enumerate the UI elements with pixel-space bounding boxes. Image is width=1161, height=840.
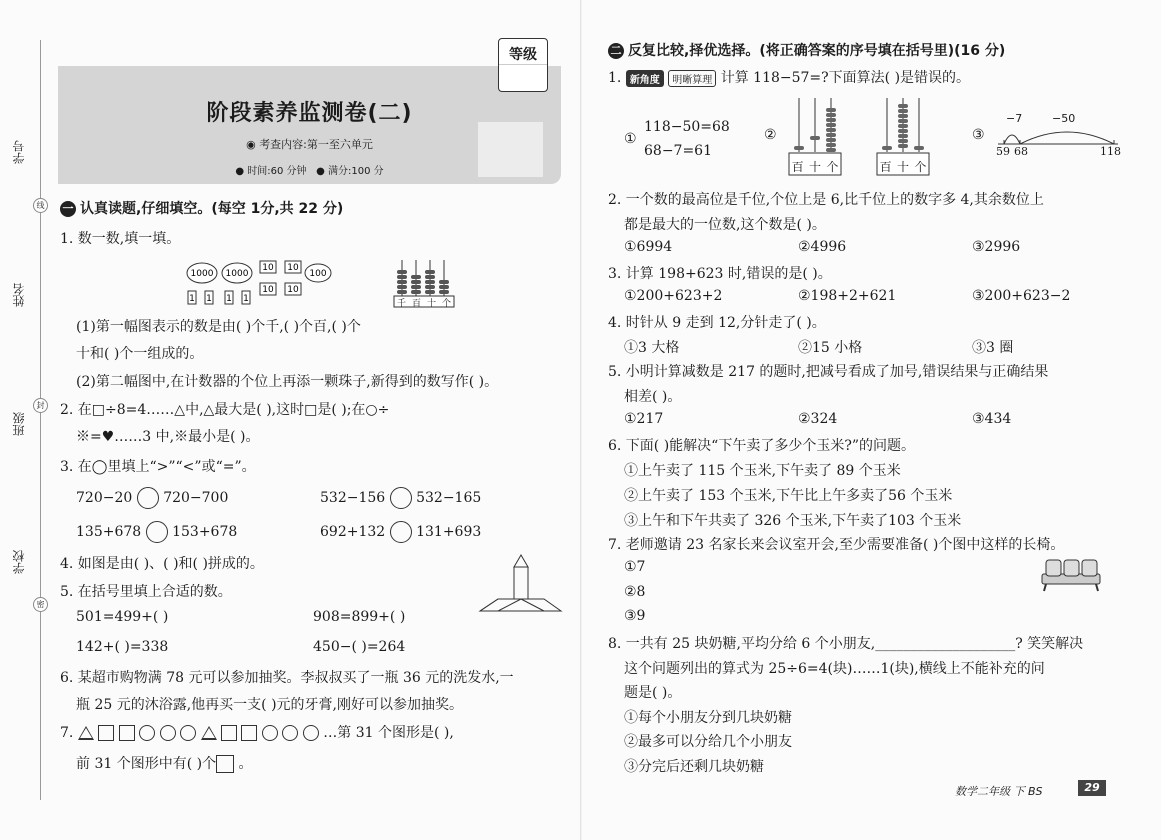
choice-option[interactable]: ②8: [624, 584, 646, 600]
svg-text:1: 1: [189, 294, 195, 304]
svg-text:10: 10: [287, 263, 299, 273]
new-angle-badge: 新角度: [626, 70, 664, 87]
compare-circle[interactable]: [137, 487, 159, 509]
compare-circle[interactable]: [390, 521, 412, 543]
q1-line2: 十和( )个一组成的。: [76, 346, 204, 362]
class-label: 班级: [12, 412, 26, 436]
circle-shape: [303, 725, 319, 741]
svg-text:100: 100: [309, 269, 327, 279]
q5-item: 908=899+( ): [313, 609, 406, 625]
choice-option[interactable]: ②最多可以分给几个小朋友: [624, 734, 792, 750]
place-one: 个: [826, 160, 839, 174]
compare-item: [76, 487, 228, 509]
seal-mark: 密: [33, 597, 48, 612]
r1-number: 1.: [608, 70, 622, 86]
svg-text:10: 10: [287, 285, 299, 295]
r-question-2-line1: 2. 一个数的最高位是千位,个位上是 6,比千位上的数字多 4,其余数位上: [608, 192, 1044, 208]
abacus-a-labels: [789, 158, 841, 175]
page-fold: [580, 0, 582, 840]
place-ten: 十: [896, 160, 909, 174]
q5-item: 450−( )=264: [313, 639, 406, 655]
compare-left: 532−156: [320, 490, 386, 506]
r1-abacus-figure: [785, 94, 945, 178]
choice-option[interactable]: ②上午卖了 153 个玉米,下午比上午多卖了56 个玉米: [624, 488, 953, 504]
jump-label: −7: [1006, 112, 1023, 125]
place-thousand: 千: [396, 299, 406, 309]
school-label: 学校: [12, 550, 26, 574]
choice-option[interactable]: ②198+2+621: [798, 288, 897, 304]
compare-right: 720−700: [163, 490, 229, 506]
r-question-8-line2: 这个问题列出的算式为 25÷6=4(块)……1(块),横线上不能补充的问: [624, 661, 1045, 677]
square-shape: [98, 725, 114, 741]
tick-label: 68: [1014, 145, 1028, 158]
choice-option[interactable]: ③上午和下午共卖了 326 个玉米,下午卖了103 个玉米: [624, 513, 962, 529]
r-question-1: [608, 67, 970, 87]
seal-mark: 线: [33, 198, 48, 213]
square-shape: [221, 725, 237, 741]
choice-option[interactable]: ①217: [624, 411, 664, 427]
binding-line: [40, 40, 41, 800]
q5-item: 142+( )=338: [76, 639, 169, 655]
choice-option[interactable]: ③434: [972, 411, 1012, 427]
r-question-8-line1: 8. 一共有 25 块奶糖,平均分给 6 个小朋友,____________________? 笑笑解决: [608, 636, 1084, 652]
jump-label: −50: [1052, 112, 1076, 125]
question-1: 1. 数一数,填一填。: [60, 231, 181, 247]
svg-text:10: 10: [262, 285, 274, 295]
place-ten: 十: [426, 299, 436, 309]
section-one-title: [60, 198, 343, 218]
r-question-6: 6. 下面( )能解决“下午卖了多少个玉米?”的问题。: [608, 438, 916, 454]
exam-meta: ● 时间:60 分钟 ● 满分:100 分: [235, 166, 384, 177]
choice-option[interactable]: ②324: [798, 411, 838, 427]
circle-shape: [160, 725, 176, 741]
option-marker: ①: [624, 131, 637, 147]
circle-shape: [180, 725, 196, 741]
r-question-5-line1: 5. 小明计算减数是 217 的题时,把减号看成了加号,错误结果与正确结果: [608, 364, 1049, 380]
choice-option[interactable]: ③分完后还剩几块奶糖: [624, 759, 764, 775]
section-icon: 一: [60, 201, 76, 217]
q7-line2-text: 前 31 个图形中有( )个: [76, 756, 217, 772]
place-ten: 十: [808, 160, 821, 174]
compare-left: 692+132: [320, 524, 386, 540]
compare-left: 720−20: [76, 490, 133, 506]
q1-line3: (2)第二幅图中,在计数器的个位上再添一颗珠子,新得到的数写作( )。: [76, 374, 499, 390]
r-question-5-line2: 相差( )。: [624, 389, 682, 405]
q5-item: 501=499+( ): [76, 609, 169, 625]
composite-shape-figure: [478, 553, 563, 618]
shape-svg: [478, 553, 563, 618]
exam-scope-text: 考查内容:第一至六单元: [259, 138, 373, 151]
compare-left: 135+678: [76, 524, 142, 540]
section-title-text: 认真读题,仔细填空。(每空 1分,共 22 分): [80, 201, 344, 217]
choice-option[interactable]: ①上午卖了 115 个玉米,下午卖了 89 个玉米: [624, 463, 901, 479]
r-question-2-line2: 都是最大的一位数,这个数是( )。: [624, 217, 826, 233]
q7-number: 7.: [60, 725, 74, 741]
compare-circle[interactable]: [146, 521, 168, 543]
compare-item: [320, 487, 481, 509]
svg-text:1: 1: [226, 294, 232, 304]
circle-shape: [139, 725, 155, 741]
compare-item: [76, 521, 237, 543]
section-title-text: 反复比较,择优选择。(将正确答案的序号填在括号里)(16 分): [628, 43, 1006, 59]
place-hundred: 百: [879, 160, 892, 174]
reasoning-badge: 明晰算理: [668, 70, 716, 87]
exam-time: 时间:60 分钟: [247, 166, 307, 177]
counter-abacus: [393, 258, 455, 308]
exam-score: 满分:100 分: [328, 166, 384, 177]
money-bags-figure: [185, 255, 335, 307]
shape-sequence: [78, 725, 323, 741]
r-question-4: 4. 时针从 9 走到 12,分针走了( )。: [608, 315, 826, 331]
r1-opt1-line2: 68−7=61: [644, 143, 712, 159]
triangle-shape: [78, 726, 94, 740]
question-5: 5. 在括号里填上合适的数。: [60, 584, 232, 600]
svg-text:1: 1: [243, 294, 249, 304]
exam-scope: ◉ 考查内容:第一至六单元: [246, 138, 373, 151]
svg-text:1: 1: [206, 294, 212, 304]
exam-header: [58, 66, 561, 184]
tick-label: 59: [996, 145, 1010, 158]
circle-shape: [262, 725, 278, 741]
choice-option[interactable]: ③9: [624, 608, 646, 624]
r1-text: 计算 118−57=?下面算法( )是错误的。: [720, 70, 971, 86]
question-6-line1: 6. 某超市购物满 78 元可以参加抽奖。李叔叔买了一瓶 36 元的洗发水,一: [60, 670, 514, 686]
question-7-line2: 前 31 个图形中有( )个 。: [76, 756, 253, 772]
r-question-8-line3: 题是( )。: [624, 685, 682, 701]
bench-svg: [1040, 558, 1102, 592]
svg-text:10: 10: [262, 263, 274, 273]
choice-option[interactable]: ①6994: [624, 239, 673, 255]
place-one: 个: [441, 299, 451, 309]
choice-option[interactable]: ②15 小格: [798, 340, 863, 356]
option-marker: ②: [764, 127, 777, 143]
name-label: 姓名: [12, 283, 26, 307]
svg-text:1000: 1000: [225, 269, 249, 279]
section-two-title: [608, 40, 1005, 60]
r1-option-1: [624, 115, 730, 163]
choice-option[interactable]: ③3 圈: [972, 340, 1014, 356]
choice-option[interactable]: ②4996: [798, 239, 847, 255]
square-shape: [241, 725, 257, 741]
grade-box[interactable]: [498, 38, 548, 92]
choice-option[interactable]: ①每个小朋友分到几块奶糖: [624, 710, 792, 726]
number-line-figure: [992, 112, 1122, 160]
choice-option[interactable]: ①7: [624, 559, 646, 575]
q7-question: …第 31 个图形是( ),: [323, 725, 454, 741]
binding-margin: [0, 0, 56, 840]
place-hundred: 百: [791, 160, 804, 174]
question-7: [60, 722, 454, 742]
section-icon: 二: [608, 43, 624, 59]
circle-shape: [282, 725, 298, 741]
student-id-label: 学号: [12, 140, 26, 164]
question-2-line1: 2. 在□÷8=4……△中,△最大是( ),这时□是( );在○÷: [60, 402, 390, 418]
choice-option[interactable]: ①200+623+2: [624, 288, 723, 304]
square-shape: [119, 725, 135, 741]
square-shape: [216, 755, 234, 773]
compare-right: 532−165: [416, 490, 482, 506]
question-3: 3. 在◯里填上“>”“<”或“=”。: [60, 459, 256, 475]
compare-right: 153+678: [172, 524, 238, 540]
page-footer: 数学二年级 下 BS: [955, 785, 1043, 798]
r1-opt1-line1: 118−50=68: [644, 119, 730, 135]
place-hundred: 百: [411, 299, 421, 309]
q1-line1: (1)第一幅图表示的数是由( )个千,( )个百,( )个: [76, 319, 361, 335]
option-marker: ③: [972, 127, 985, 143]
compare-right: 131+693: [416, 524, 482, 540]
abacus-place-labels: [394, 296, 454, 309]
question-2-line2: ※=♥……3 中,※最小是( )。: [76, 429, 260, 445]
choice-option[interactable]: ③2996: [972, 239, 1021, 255]
money-bags-svg: [185, 255, 335, 307]
abacus-b-labels: [877, 158, 929, 175]
compare-circle[interactable]: [390, 487, 412, 509]
compare-item: [320, 521, 481, 543]
photo-box: [478, 122, 543, 177]
grade-label: 等级: [499, 39, 547, 65]
choice-option[interactable]: ①3 大格: [624, 340, 680, 356]
exam-title: 阶段素养监测卷(二): [206, 101, 413, 126]
r-question-7: 7. 老师邀请 23 名家长来会议室开会,至少需要准备( )个图中这样的长椅。: [608, 537, 1065, 553]
choice-option[interactable]: ③200+623−2: [972, 288, 1071, 304]
triangle-shape: [201, 726, 217, 740]
page-number: 29: [1078, 780, 1106, 796]
question-6-line2: 瓶 25 元的沐浴露,他再买一支( )元的牙膏,刚好可以参加抽奖。: [76, 697, 463, 713]
bench-figure: [1040, 558, 1102, 592]
question-4: 4. 如图是由( )、( )和( )拼成的。: [60, 556, 264, 572]
tick-label: 118: [1100, 145, 1121, 158]
svg-text:1000: 1000: [190, 269, 214, 279]
place-one: 个: [914, 160, 927, 174]
seal-mark: 封: [33, 398, 48, 413]
r-question-3: 3. 计算 198+623 时,错误的是( )。: [608, 266, 832, 282]
